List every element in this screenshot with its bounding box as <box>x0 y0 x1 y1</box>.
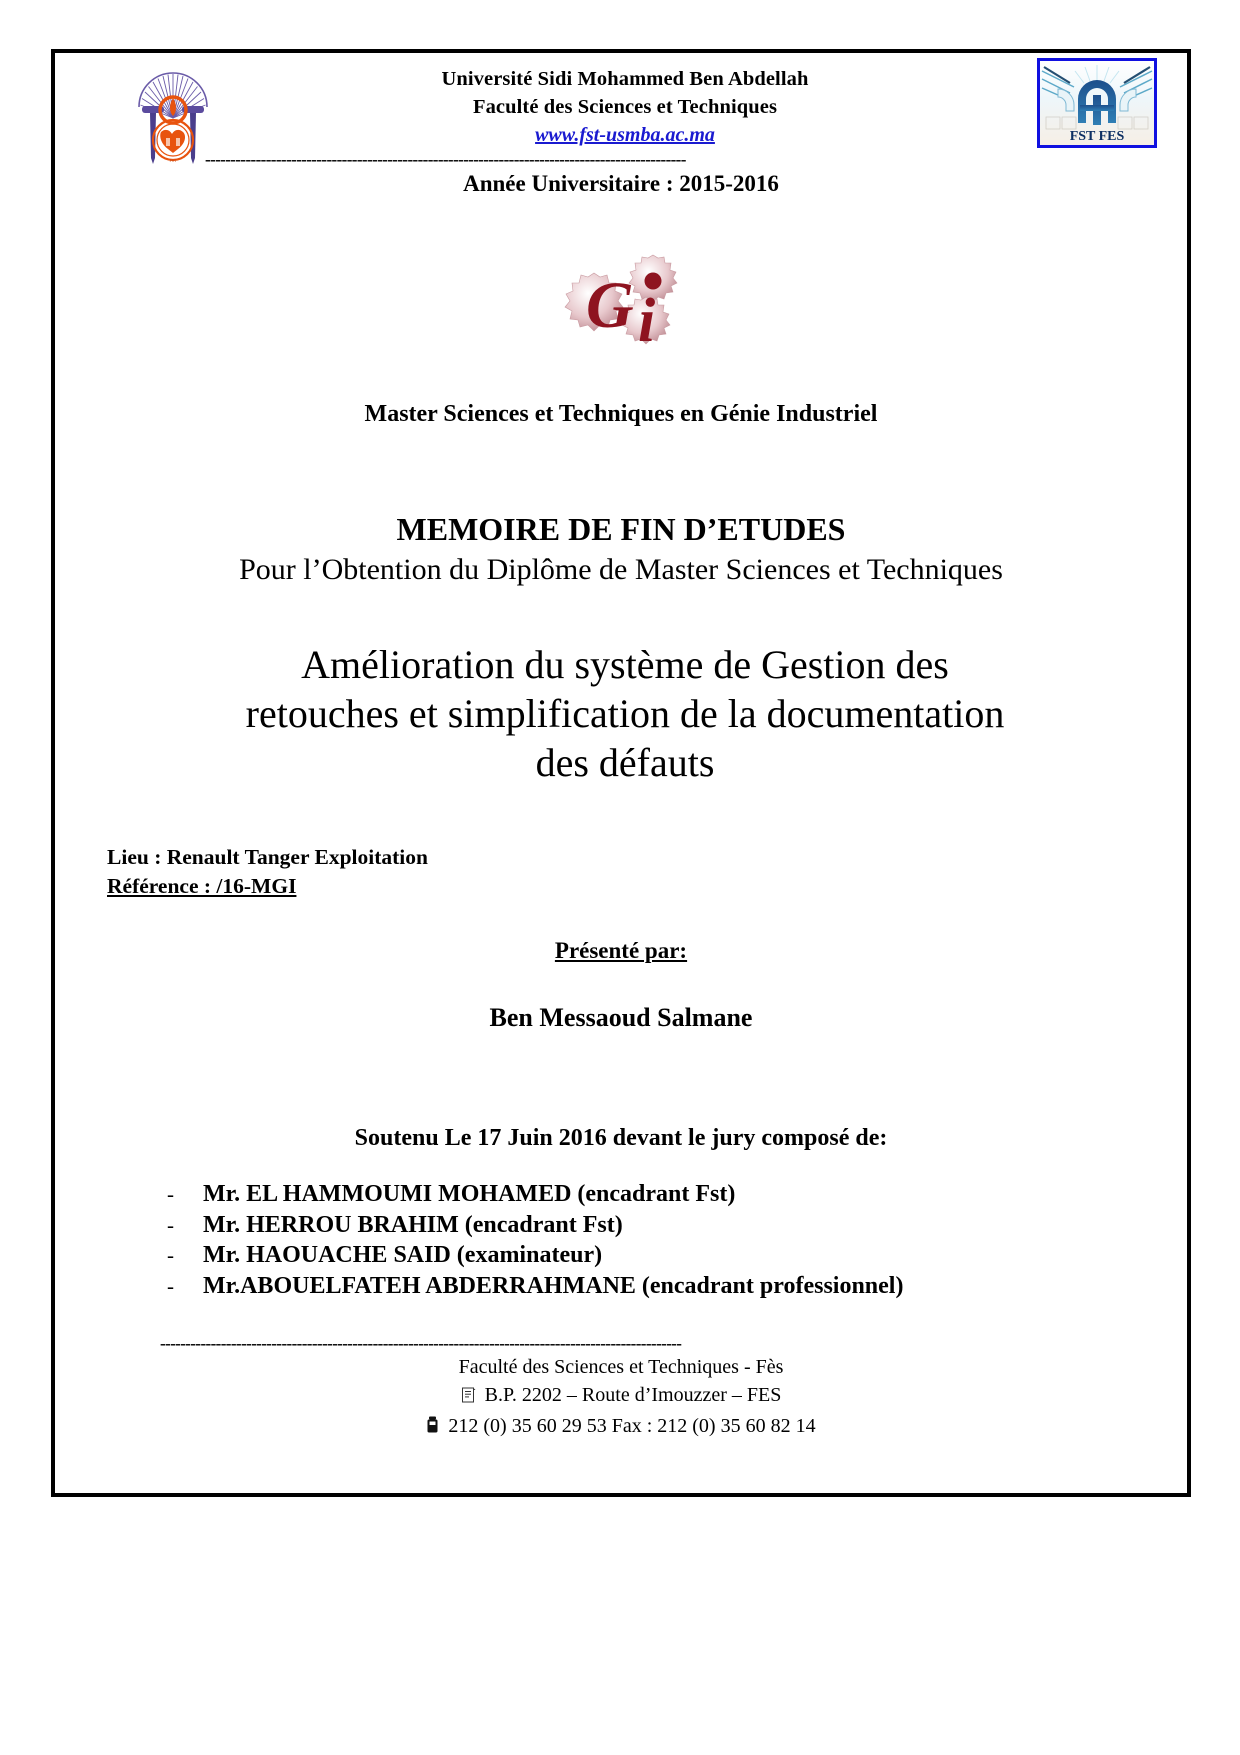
jury-member-name: Mr. HAOUACHE SAID (examinateur) <box>203 1242 603 1269</box>
footer-phone-row <box>55 1412 1187 1442</box>
bullet-dash: - <box>167 1274 174 1299</box>
svg-text:FST: FST <box>169 158 177 163</box>
page-footer <box>55 1353 1187 1442</box>
jury-member-row <box>167 1210 1127 1241</box>
project-title-line-1: Amélioration du système de Gestion des <box>301 642 949 687</box>
program-title: Master Sciences et Techniques en Génie Industriel <box>364 401 878 427</box>
project-reference: Référence : /16-MGI <box>107 874 297 899</box>
footer-divider: ------------------------------------------------------------------------------------------------------- <box>160 1335 682 1352</box>
bullet-dash: - <box>167 1243 174 1268</box>
telephone-icon <box>426 1414 439 1442</box>
footer-address-row <box>55 1381 1187 1411</box>
jury-member-name: Mr. HERROU BRAHIM (encadrant Fst) <box>203 1211 623 1238</box>
presented-by-label <box>55 938 1187 964</box>
fst-fes-logo <box>1037 58 1157 148</box>
academic-year: Année Universitaire : 2015-2016 <box>463 171 779 196</box>
faculty-website-link[interactable]: www.fst-usmba.ac.ma <box>535 123 715 146</box>
document-purpose: Pour l’Obtention du Diplôme de Master Sciences et Techniques <box>239 553 1003 586</box>
footer-phone: 212 (0) 35 60 29 53 Fax : 212 (0) 35 60 82 14 <box>448 1414 816 1437</box>
jury-member-name: Mr.ABOUELFATEH ABDERRAHMANE (encadrant professionnel) <box>203 1273 904 1300</box>
project-meta-block <box>107 843 428 901</box>
mail-document-icon <box>461 1383 476 1411</box>
jury-member-row <box>167 1240 1127 1271</box>
project-location: Lieu : Renault Tanger Exploitation <box>107 845 428 869</box>
header-institution-block <box>305 65 945 149</box>
bullet-dash: - <box>167 1182 174 1206</box>
page-header <box>55 53 1187 173</box>
project-title <box>115 641 1135 787</box>
genie-industriel-logo <box>55 243 1187 353</box>
university-name: Université Sidi Mohammed Ben Abdellah <box>441 68 809 90</box>
university-emblem-logo <box>130 60 216 170</box>
author-name: Ben Messaoud Salmane <box>489 1003 753 1032</box>
presented-by-text: Présenté par: <box>554 938 688 963</box>
jury-list <box>167 1179 1127 1302</box>
footer-faculty: Faculté des Sciences et Techniques - Fès <box>458 1356 784 1378</box>
project-title-line-3: des défauts <box>535 739 715 785</box>
gi-logo-letter-g: G <box>586 269 634 342</box>
footer-address: B.P. 2202 – Route d’Imouzzer – FES <box>484 1384 782 1407</box>
bullet-dash: - <box>167 1212 174 1237</box>
jury-member-row <box>167 1179 1127 1210</box>
faculty-name: Faculté des Sciences et Techniques <box>472 96 778 119</box>
document-page <box>51 49 1191 1497</box>
defense-heading: Soutenu Le 17 Juin 2016 devant le jury composé de: <box>354 1125 888 1151</box>
project-title-line-2: retouches et simplification de la documentation <box>245 690 1005 736</box>
jury-member-row <box>167 1271 1127 1302</box>
gi-logo-letter-i: i <box>638 287 656 353</box>
document-type-heading: MEMOIRE DE FIN D’ETUDES <box>396 511 846 547</box>
jury-member-name: Mr. EL HAMMOUMI MOHAMED (encadrant Fst) <box>203 1181 736 1207</box>
header-divider: ----------------------------------------------------------------------------------------------- <box>205 151 686 168</box>
fst-fes-logo-text: FST FES <box>1069 129 1125 144</box>
